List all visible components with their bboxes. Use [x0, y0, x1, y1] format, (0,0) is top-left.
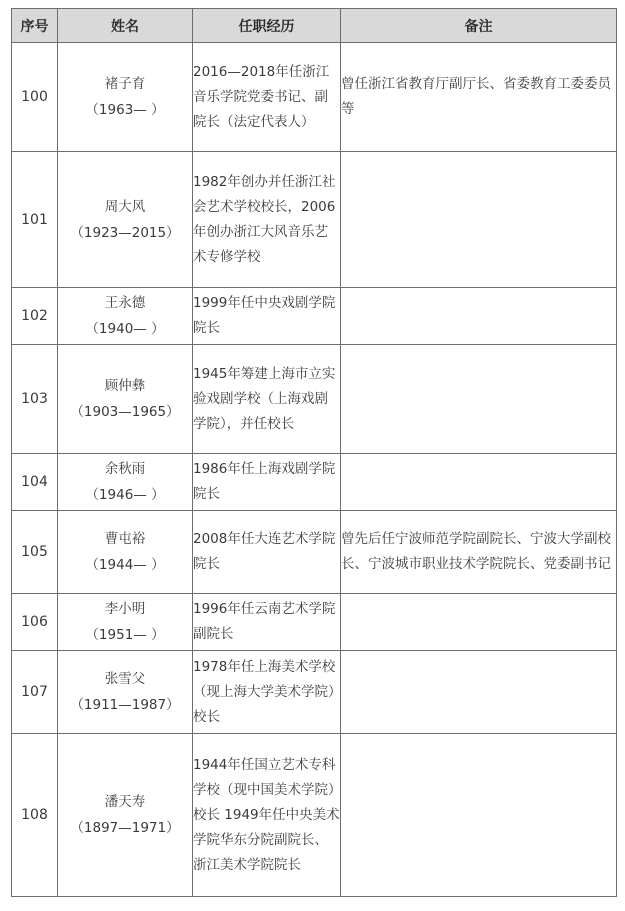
table-row	[12, 43, 617, 152]
person-years: （1940— ）	[85, 321, 165, 337]
table-row	[12, 594, 617, 651]
notes-cell	[341, 288, 617, 345]
row-number: 100	[12, 43, 58, 152]
person-years: （1963— ）	[85, 102, 165, 118]
history-cell: 1999年任中央戏剧学院院长	[193, 288, 341, 345]
notes-cell: 曾先后任宁波师范学院副院长、宁波大学副校长、宁波城市职业技术学院院长、党委副书记	[341, 511, 617, 594]
person-cell	[58, 288, 193, 345]
history-cell: 1944年任国立艺术专科学校（现中国美术学院）校长 1949年任中央美术学院华东分院副院长、浙江美术学院院长	[193, 734, 341, 897]
person-name: 余秋雨	[104, 461, 146, 477]
person-name: 潘天寿	[104, 794, 146, 810]
row-number: 108	[12, 734, 58, 897]
person-cell	[58, 651, 193, 734]
table-header	[12, 9, 617, 43]
history-cell: 2016—2018年任浙江音乐学院党委书记、副院长（法定代表人）	[193, 43, 341, 152]
notes-cell	[341, 152, 617, 288]
header-row	[12, 9, 617, 43]
header-history: 任职经历	[193, 9, 341, 43]
person-cell	[58, 43, 193, 152]
person-cell	[58, 345, 193, 454]
person-name: 周大风	[104, 198, 146, 215]
notes-cell	[341, 594, 617, 651]
row-number: 106	[12, 594, 58, 651]
person-cell	[58, 152, 193, 288]
person-name: 褚子育	[104, 76, 146, 92]
history-cell: 1986年任上海戏剧学院院长	[193, 454, 341, 511]
person-name: 曹屯裕	[104, 531, 146, 547]
row-number: 105	[12, 511, 58, 594]
table-row	[12, 288, 617, 345]
header-name: 姓名	[58, 9, 193, 43]
roster-table	[11, 8, 617, 897]
person-name: 顾仲彝	[104, 378, 146, 394]
table-row	[12, 734, 617, 897]
row-number: 107	[12, 651, 58, 734]
person-years: （1911—1987）	[70, 697, 180, 713]
table-row	[12, 454, 617, 511]
person-years: （1923—2015）	[70, 224, 180, 241]
history-cell: 1945年筹建上海市立实验戏剧学校（上海戏剧学院），并任校长	[193, 345, 341, 454]
table-row	[12, 152, 617, 288]
notes-cell	[341, 651, 617, 734]
person-name: 张雪父	[104, 671, 146, 687]
person-name: 李小明	[104, 601, 146, 617]
table-row	[12, 651, 617, 734]
header-number: 序号	[12, 9, 58, 43]
history-cell: 1996年任云南艺术学院副院长	[193, 594, 341, 651]
person-name: 王永德	[104, 295, 146, 311]
header-notes: 备注	[341, 9, 617, 43]
person-years: （1897—1971）	[70, 820, 180, 836]
table-row	[12, 511, 617, 594]
notes-cell: 曾任浙江省教育厅副厅长、省委教育工委委员等	[341, 43, 617, 152]
history-cell: 1982年创办并任浙江社会艺术学校校长，2006年创办浙江大风音乐艺术专修学校	[193, 152, 341, 288]
row-number: 103	[12, 345, 58, 454]
table-row	[12, 345, 617, 454]
person-cell	[58, 511, 193, 594]
person-years: （1946— ）	[85, 487, 165, 503]
notes-cell	[341, 734, 617, 897]
person-years: （1944— ）	[85, 557, 165, 573]
notes-cell	[341, 454, 617, 511]
person-years: （1903—1965）	[70, 404, 180, 420]
notes-cell	[341, 345, 617, 454]
row-number: 104	[12, 454, 58, 511]
person-years: （1951— ）	[85, 627, 165, 643]
row-number: 102	[12, 288, 58, 345]
table-body	[12, 43, 617, 897]
history-cell: 1978年任上海美术学校（现上海大学美术学院）校长	[193, 651, 341, 734]
history-cell: 2008年任大连艺术学院院长	[193, 511, 341, 594]
person-cell	[58, 454, 193, 511]
row-number: 101	[12, 152, 58, 288]
person-cell	[58, 734, 193, 897]
person-cell	[58, 594, 193, 651]
